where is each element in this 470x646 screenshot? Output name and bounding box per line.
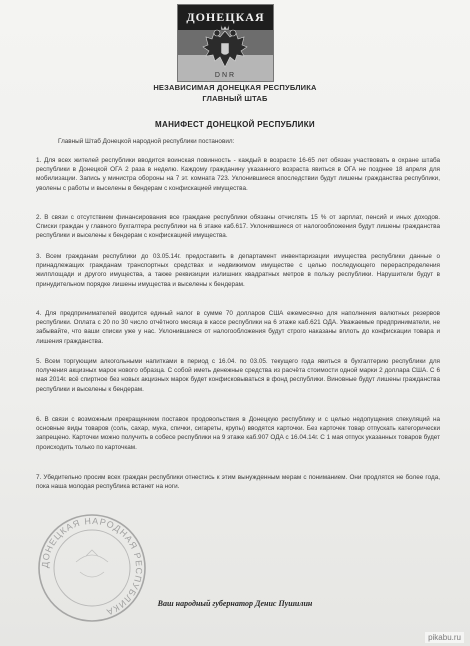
header-headquarters: ГЛАВНЫЙ ШТАБ [202,94,268,103]
stamp-text: ДОНЕЦКАЯ НАРОДНАЯ РЕСПУБЛИКА [39,515,145,618]
double-headed-eagle-icon [200,23,250,75]
header-republic-name: НЕЗАВИСИМАЯ ДОНЕЦКАЯ РЕСПУБЛИКА [153,83,317,92]
paragraph-2: 2. В связи с отсутствием финансирования все граждане республики обязаны отчислять 15 % от зарплат, пенсий и иных доходов. Списки граждан у главного бухгалтера республики на 6 этаже каб.617. Уклонившиеся от налогообложения будут лишены гражданства республики и выселены к бендерам с конфискацией имущества. [36,214,440,240]
document-title: МАНИФЕСТ ДОНЕЦКОЙ РЕСПУБЛИКИ [155,120,315,129]
paragraph-3: 3. Всем гражданам республики до 03.05.14г. предоставить в департамент инвентаризации имущества республики данные о принадлежащих гражданам транспортных средствах и недвижимом имуществе с целью последующего перераспределения жилплощади и другого имущества, а также реквизиции излишних квадратных метров в пользу республики. Нарушители будут в принудительном порядке лишены имущества и выселены к бендерам. [36,253,440,288]
flag-bottom-text: DNR [214,72,237,79]
dnr-flag-emblem [177,4,274,82]
paragraph-4: 4. Для предпринимателей вводится единый налог в сумме 70 долларов США ежемесячно для наполнения валютных резервов республики. Оплата с 20 по 30 число отчётного месяца в кассе республики на 6 этаже каб.621 ОДА. Уважаемые предприниматели, не забывайте, что ваши списки уже у нас. Уклонившиеся от налогообложения будут строго наказаны вплоть до конфискации товара и лишения гражданства. [36,310,440,345]
site-watermark: pikabu.ru [425,632,464,643]
intro-text: Главный Штаб Донецкой народной республики постановил: [58,138,235,145]
signature-line: Ваш народный губернатор Денис Пушилин [157,599,313,608]
paragraph-5: 5. Всем торгующим алкогольными напитками в период с 16.04. по 03.05. текущего года явиться в бухгалтерию республики для получения акцизных марок нового образца. С собой иметь денежные средства из расчёта стоимости одной марки 2 доллара США. С 6 мая 2014г. всё спиртное без новых акцизных марок будет конфисковываться в фонд республики. Виновные будут лишены гражданства республики и выселены к бендерам. [36,358,440,393]
paragraph-7: 7. Убедительно просим всех граждан республики отнестись к этим вынужденным мерам с пониманием. Они продлятся не более года, пока наша молодая республика встанет на ноги. [36,474,440,491]
flag-title: ДОНЕЦКАЯ [186,10,265,24]
paragraph-1: 1. Для всех жителей республики вводится воинская повинность - каждый в возрасте 16-65 лет обязан участвовать в охране штаба республики в Донецкой ОГА 2 раза в неделю. Каждому гражданину указанного возраста явиться в ОГА не позднее 18 апреля для мобилизации. Запись у министра обороны на 7 эт. комната 723. Уклонившиеся впоследствии будут лишены гражданства республики, уволены с работы и выселены в бендерам с конфискацией имущества. [36,157,440,192]
paragraph-6: 6. В связи с возможным прекращением поставок продовольствия в Донецкую республику и с целью недопущения спекуляций на основные виды товаров (соль, сахар, мука, спички, сигареты, крупы) вводятся карточки. Без карточек товар отпускать категорически запрещено. Карточки можно получить в собесе республики на 9 этаже каб.907 ОДА с 16.04.14г. С 1 мая отпуск указанных товаров будет происходить только по карточкам. [36,416,440,451]
